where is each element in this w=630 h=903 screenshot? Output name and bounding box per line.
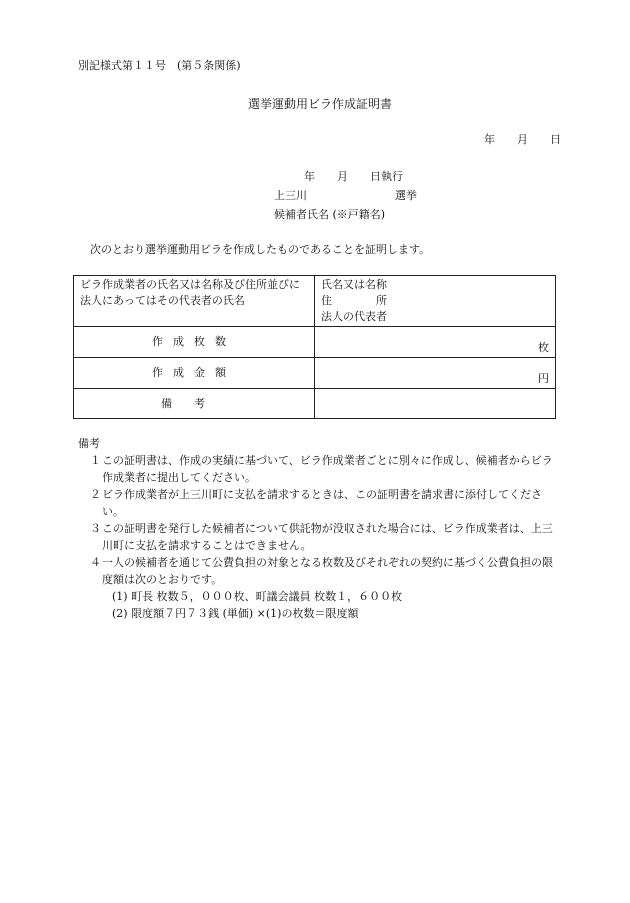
vendor-name-label: 氏名又は名称: [321, 278, 387, 291]
table-row: [74, 276, 556, 327]
list-item: [78, 452, 558, 486]
certificate-table: [73, 275, 556, 419]
table-row: [74, 327, 556, 358]
note-text: この証明書は、作成の実績に基づいて、ビラ作成業者ごとに別々に作成し、候補者からビラ作成業者に提出してください。: [102, 454, 553, 484]
note-text: ビラ作成業者が上三川町に支払を請求するときは、この証明書を請求書に添付してください。: [102, 488, 542, 518]
notes-section: [78, 435, 558, 622]
quantity-unit: 枚: [538, 341, 549, 354]
note-number: ２: [90, 488, 101, 501]
vendor-label-line1: ビラ作成業者の氏名又は名称及び住所並びに: [80, 278, 300, 291]
note-sub-item-2: (2) 限度額７円７３銭 (単価) ×(1)の枚数＝限度額: [112, 607, 359, 620]
note-sub-item-1: (1) 町長 枚数５，０００枚、町議会議員 枚数１，６００枚: [112, 590, 403, 603]
amount-unit: 円: [538, 372, 549, 385]
amount-label-cell: [74, 358, 315, 389]
amount-label: 作成金額: [152, 366, 236, 379]
vendor-address-label: 住 所: [321, 294, 387, 307]
vendor-label-line2: 法人にあってはその代表者の氏名: [80, 294, 245, 307]
list-item: [78, 520, 558, 554]
amount-value-cell[interactable]: [315, 358, 556, 389]
execution-date: 年 月 日執行: [304, 170, 403, 183]
document-title: 選挙運動用ビラ作成証明書: [248, 97, 393, 111]
note-text: この証明書を発行した候補者について供託物が没収された場合には、ビラ作成業者は、上三川町に支払を請求することはできません。: [102, 522, 553, 552]
remarks-value-cell[interactable]: [315, 389, 556, 419]
quantity-label-cell: [74, 327, 315, 358]
quantity-label: 作成枚数: [152, 335, 236, 348]
list-item: [78, 554, 558, 588]
note-number: １: [90, 454, 101, 467]
vendor-representative-label: 法人の代表者: [321, 310, 387, 323]
note-number: ４: [90, 556, 101, 569]
election-name: 上三川 選挙: [274, 189, 417, 202]
note-text: 一人の候補者を通じて公費負担の対象となる枚数及びそれぞれの契約に基づく公費負担の限度額は次のとおりです。: [102, 556, 553, 586]
quantity-value-cell[interactable]: [315, 327, 556, 358]
vendor-label-cell: [74, 276, 315, 327]
certification-statement: 次のとおり選挙運動用ビラを作成したものであることを証明します。: [90, 243, 431, 256]
list-item: [78, 486, 558, 520]
remarks-label: 備考: [161, 397, 227, 410]
issue-date: 年 月 日: [484, 133, 561, 146]
note-number: ３: [90, 522, 101, 535]
notes-heading: 備考: [78, 437, 100, 450]
remarks-label-cell: [74, 389, 315, 419]
table-row: [74, 389, 556, 419]
candidate-name-label: 候補者氏名 (※戸籍名): [274, 208, 386, 221]
vendor-info-cell[interactable]: [315, 276, 556, 327]
table-row: [74, 358, 556, 389]
form-number: 別記様式第１１号 (第５条関係): [78, 59, 241, 72]
